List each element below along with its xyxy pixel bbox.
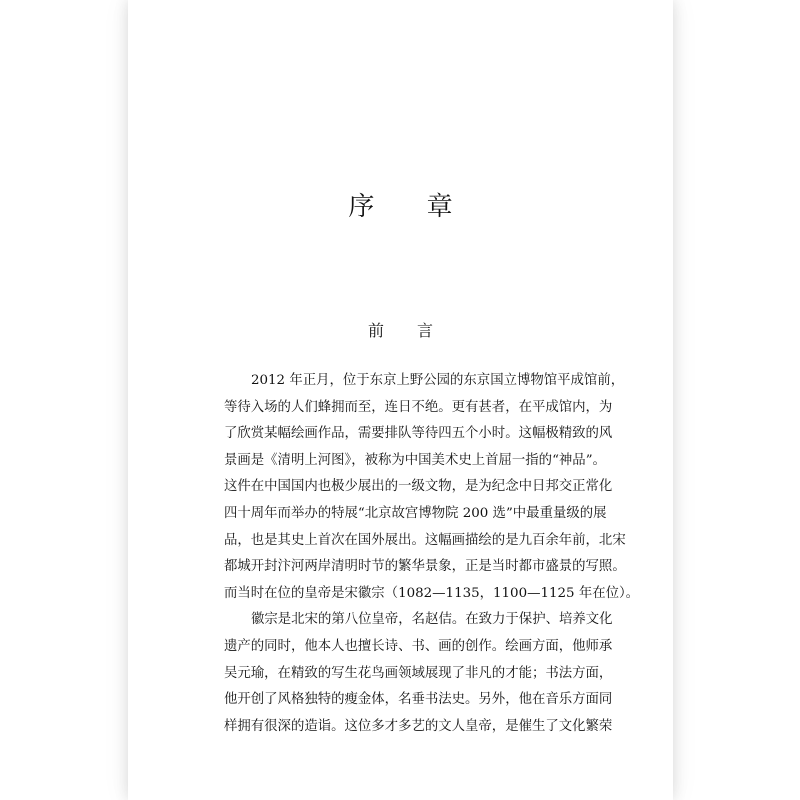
paragraph-line: 了欣赏某幅绘画作品，需要排队等待四五个小时。这幅极精致的风 bbox=[224, 426, 613, 442]
paragraph-line: 景画是《清明上河图》，被称为中国美术史上首屈一指的“神品”。 bbox=[224, 452, 606, 468]
paragraph-line: 吴元瑜，在精致的写生花鸟画领域展现了非凡的才能；书法方面， bbox=[224, 665, 613, 681]
paragraph-line: 都城开封汴河两岸清明时节的繁华景象，正是当时都市盛景的写照。 bbox=[224, 559, 626, 575]
paragraph-line: 徽宗是北宋的第八位皇帝，名赵佶。在致力于保护、培养文化 bbox=[251, 612, 613, 628]
paragraph-line: 遗产的同时，他本人也擅长诗、书、画的创作。绘画方面，他师承 bbox=[224, 638, 613, 654]
paragraph-line: 等待入场的人们蜂拥而至，连日不绝。更有甚者，在平成馆内，为 bbox=[224, 399, 613, 415]
chapter-title: 序 章 bbox=[348, 192, 475, 222]
paragraph-line: 他开创了风格独特的瘦金体，名垂书法史。另外，他在音乐方面同 bbox=[224, 692, 613, 708]
paragraph-line: 2012 年正月，位于东京上野公园的东京国立博物馆平成馆前， bbox=[251, 373, 625, 388]
paragraph-line: 样拥有很深的造诣。这位多才多艺的文人皇帝，是催生了文化繁荣 bbox=[224, 718, 613, 734]
paragraph-line: 而当时在位的皇帝是宋徽宗（1082—1135，1100—1125 年在位）。 bbox=[224, 585, 640, 601]
paragraph-line: 品，也是其史上首次在国外展出。这幅画描绘的是九百余年前，北宋 bbox=[224, 532, 626, 548]
paragraph-line: 四十周年而举办的特展“北京故宫博物院 200 选”中最重量级的展 bbox=[224, 505, 607, 521]
section-title: 前 言 bbox=[367, 321, 448, 340]
body-text bbox=[224, 368, 640, 740]
book-page bbox=[128, 0, 673, 800]
paragraph-line: 这件在中国国内也极少展出的一级文物，是为纪念中日邦交正常化 bbox=[224, 479, 613, 495]
